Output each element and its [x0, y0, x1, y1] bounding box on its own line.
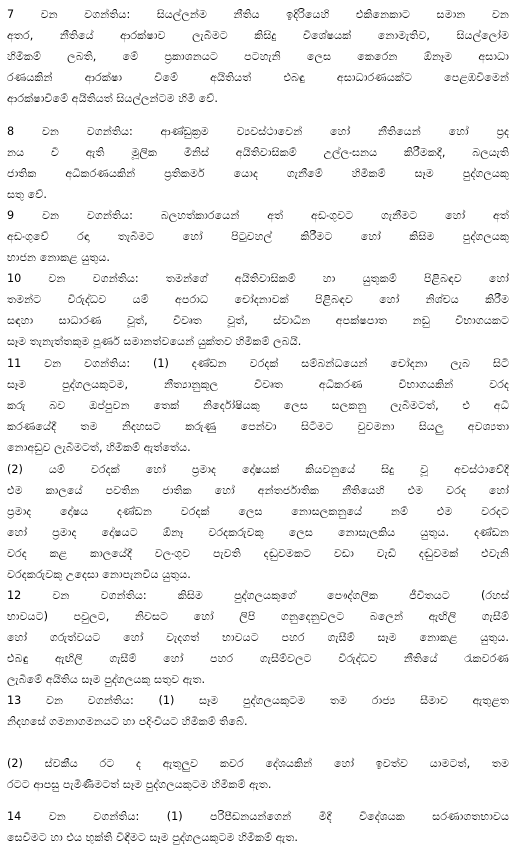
text-line: සෑම පුද්ගලයකුටම, නීත්‍යානුකූල විවෘත අධිකරණ විභාගයකින් වරද [7, 378, 509, 391]
article-12-paragraph [7, 585, 509, 690]
text-line: සෑම තැනැත්තකුම පූර්ණ සමානත්වයෙන් යුක්තව හිමිකම් ලබයි. [7, 335, 302, 348]
text-line: එම කාලයේ පවතින ජාතික හෝ අන්තර්ජාතික නීතියෙහි එම වරද හෝ [7, 484, 509, 497]
article-11-2-paragraph [7, 459, 509, 585]
text-line: තමන්ට විරුද්ධව යම් අපරාධ චෝදනාවක් පිළිබඳව හෝ නිශ්චය කිරීම [7, 293, 509, 306]
text-line: කරණයේදී තම නිදහසට කරුණු පෙන්වා සිටීමට වුවමනා සියලු අවශ්‍යතා [7, 420, 509, 433]
article-11-1-paragraph [7, 353, 509, 458]
text-line: ප්‍රමාද දෝෂය දණ්ඩන වරදක් ලෙස නොසලකනුයේ නම් එම වරදට [7, 505, 509, 518]
text-line: කරු බව ඔප්පුවන තෙක් නිර්දෝෂියකු ලෙස සලකනු ලැබීමටත්, එ අධි [7, 399, 509, 412]
text-line: (2) යම් වරදක් හෝ ප්‍රමාද දෝෂයක් කියවනුයේ සිදු වූ අවස්ථාවේදී [7, 463, 509, 476]
text-line: වරද කළ කාලයේදී වලංගුව පැවති දඬුවමකට වඩා වැඩි දඬුවමක් එවැනි [7, 547, 509, 560]
text-line: හෝ ප්‍රමාද දෝෂයට ඕනෑ වරදකරුවකු ලෙස නොසැලකිය යුතුය. දණ්ඩන [7, 526, 509, 539]
article-9-paragraph [7, 205, 509, 268]
text-line: නය වී ඇති මූලික මිනිස් අයිතිවාසිකම් උල්ලංඝනය කිරීමකදී, බලයැති [7, 146, 509, 159]
text-line: (2) ස්වකීය රට ද ඇතුලුව කවර දේශයකින් හෝ ඉවත්ව යාමටත්, තම [7, 757, 509, 770]
text-line: සතු වේ. [7, 188, 47, 201]
text-line: සඳහා සාධාරණ වූත්, විවෘත වූත්, ස්වාධීන අපක්ෂපාත නඩු විභාගයකට [7, 314, 509, 327]
text-line: ආරක්ෂාවීමේ අයිතියත් සියල්ලන්ටම හිමි වේ. [7, 92, 218, 105]
text-line: රටට ආපසු පැමිණීමටත් සෑම පුද්ගලයකුටම හිමිකම් ඇත. [7, 778, 272, 791]
article-13-1-paragraph [7, 690, 509, 732]
article-10-paragraph [7, 268, 509, 352]
text-line: ජාතික අධිකරණයකින් ප්‍රතිකර්ම යොද ගැනීමේ හිමිකම් සෑම පුද්ගලයකු [7, 167, 509, 180]
text-line: අඩංගුවේ රඳා තැබීමට හෝ පිටුවහල් කිරීමට හෝ කිසිම පුද්ගලයකු [7, 230, 509, 243]
text-line: 7 වන වගන්තිය: සියල්ලන්ම නීතිය ඉදිරියෙහි එකිනෙකාට සමාන වන [7, 8, 509, 21]
article-8-paragraph [7, 121, 509, 205]
text-line: 8 වන වගන්තිය: ආණ්ඩුක්‍රම ව්‍යවස්ථාවෙන් හෝ නීතියෙන් හෝ ප්‍රද [7, 125, 509, 138]
text-line: හෝ ගරුත්වයට හෝ වැදගත් භාවයට පහර ගැසීම් සෑම නොකළ යුතුය. [7, 631, 509, 644]
text-line: වරදකරුවකු උදෙසා නොපැනවිය යුතුය. [7, 568, 191, 581]
text-line: 11 වන වගන්තිය: (1) දණ්ඩන වරදක් සම්බන්ධයෙන් චෝදනා ලැබ සිටි [7, 357, 509, 370]
text-line: හිමිකම් ලබති, මේ ප්‍රකාශනයට පටහැනි ලෙස කෙරෙන ඕනෑම අසාධා [7, 50, 509, 63]
article-7-paragraph [7, 4, 509, 109]
text-line: 13 වන වගන්තිය: (1) සෑම පුද්ගලයකුටම තම රාජ්‍ය සීමාව ඇතුළත [7, 694, 509, 707]
text-line: නිදහසේ ගමනාගමනයට හා පදිංචියට හිමිකම් තිබේ. [7, 715, 248, 728]
text-line: රණයකින් ආරක්ෂා වීමේ අයිතියත් එබඳු අසාධාරණයක්ට පෙළඹවීමෙන් [7, 71, 509, 84]
article-14-1-paragraph [7, 806, 509, 848]
text-line: භාවයට) පවුලට, නිවසට හෝ ලිපි ගනුදෙනුවලට බලෙන් ඇඟිලි ගැසීම් [7, 610, 509, 623]
text-line: 10 වන වගන්තිය: තමන්ගේ අයිතිවාසිකම් හා යුතුකම් පිළිබඳව හෝ [7, 272, 509, 285]
text-line: එබඳු ඇඟිලි ගැසීම් හෝ පහර ගැසීම්වලට විරුද්ධව නීතියේ රැකවරණ [7, 652, 509, 665]
text-line: 14 වන වගන්තිය: (1) පරිපීඩනයන්ගෙන් මිදී විදේශයක සරණාගතභාවය [7, 810, 509, 823]
text-line: ලැබීමේ අයිතිය සෑම පුද්ගලයකු සතුව ඇත. [7, 673, 206, 686]
text-line: භාජන නොකළ යුතුය. [7, 251, 110, 264]
text-line: අතර, නීතියේ ආරක්ෂාව ලැබීමට කිසිදු විශේෂයක් නොමැතිව, සියල්ලෝම [7, 29, 509, 42]
text-line: සෙවීමට හා එය භුක්ති විඳීමට සෑම පුද්ගලයකුටම හිමිකම් ඇත. [7, 831, 298, 844]
article-13-2-paragraph [7, 753, 509, 795]
text-line: 12 වන වගන්තිය: කිසිම පුද්ගලයකුගේ පෞද්ගලික ජීවිතයට (රහස් [7, 589, 509, 602]
text-line: නොඅඩුව ලැබීමටත්, හිමිකම් ඇත්තේය. [7, 441, 191, 454]
text-line: 9 වන වගන්තිය: බලහත්කාරයෙන් අත් අඩංගුවට ගැනීමට හෝ අත් [7, 209, 509, 222]
